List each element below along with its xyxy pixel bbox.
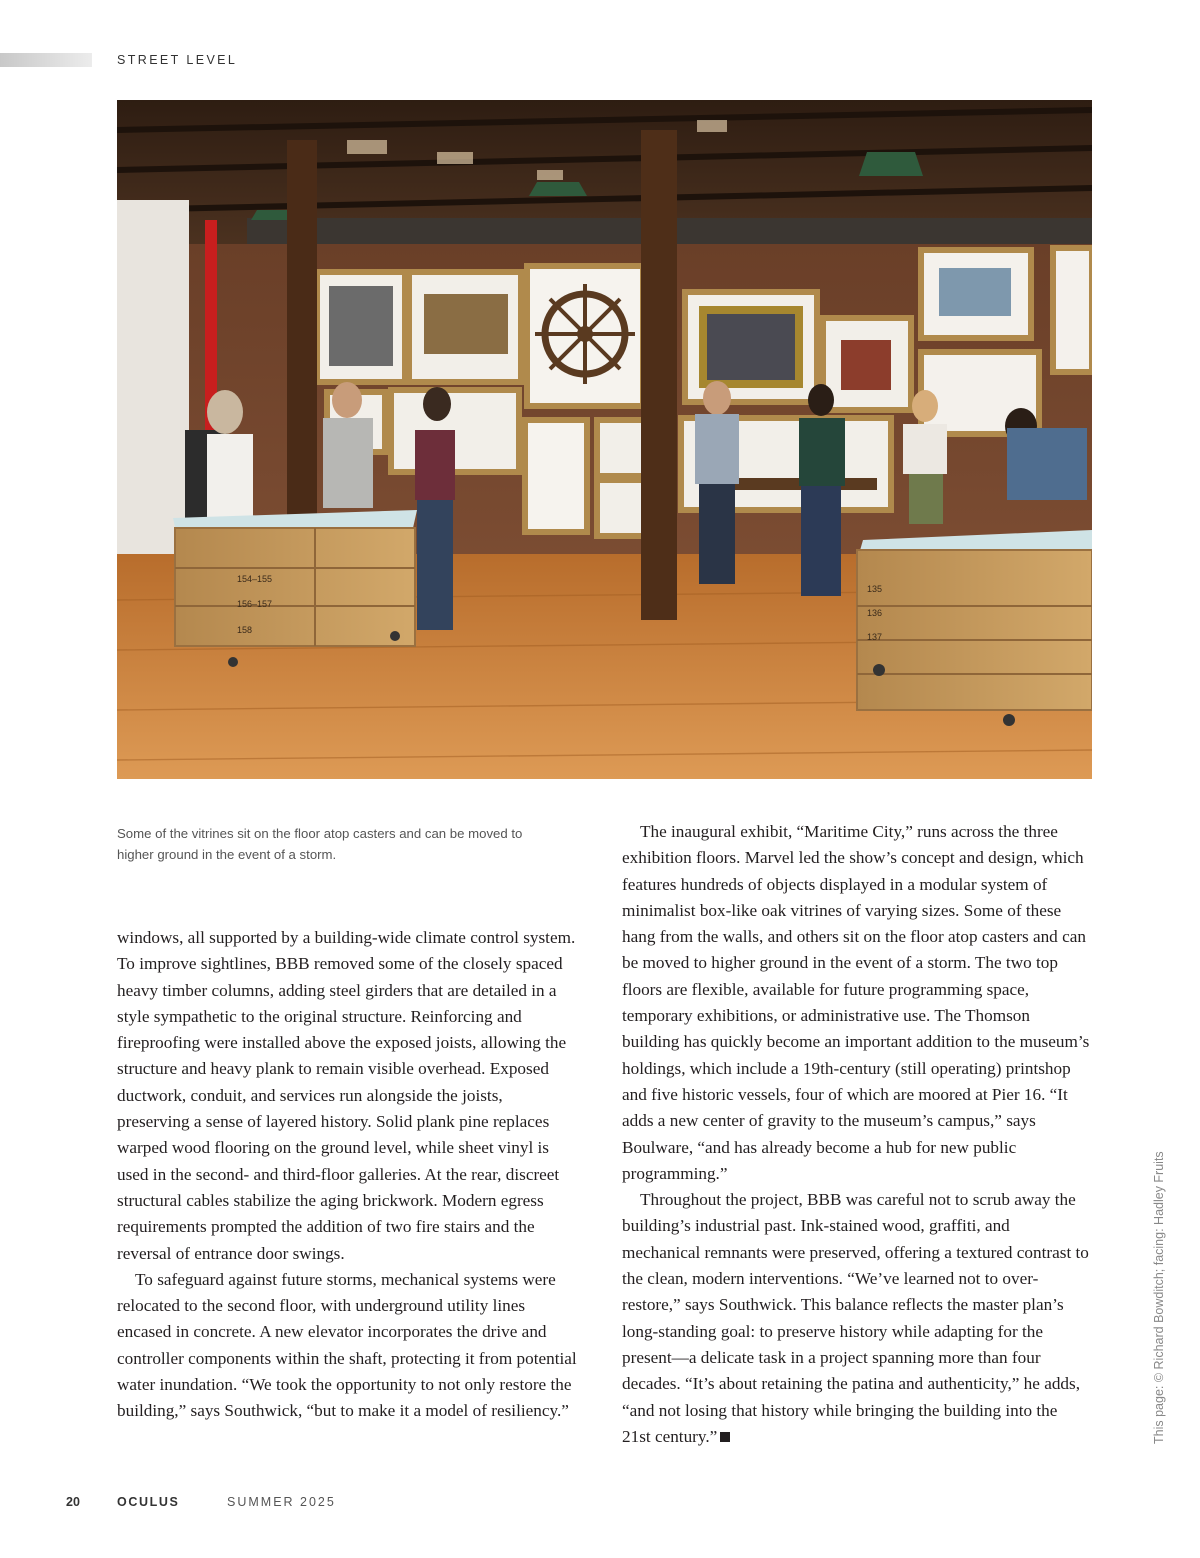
gallery-photo [117,100,1092,779]
drawer-label-left: 156–157 [237,599,273,609]
body-paragraph: Throughout the project, BBB was careful not to scrub away the building’s industrial past. Ink-stained wood, graffiti, and mechanical remnants were preserved, offering a textured contrast to the clean, modern interventions. “We’ve learned not to over-restore,” says Southwick. This balance reflects the master plan’s long-standing goal: to preserve history while adapting for the present—a delicate task in a project spanning more than four decades. “It’s about retaining the patina and authenticity,” he adds, “and not losing that history while bringing the building into the 21st century.” [622,1190,1089,1446]
photo-credit: This page: © Richard Bowditch; facing: Hadley Fruits [1152,1151,1166,1444]
end-mark-icon [720,1432,730,1442]
drawer-label-right: 137 [867,632,883,642]
body-paragraph: windows, all supported by a building-wide climate control system. To improve sightlines, BBB removed some of the closely spaced heavy timber columns, adding steel girders that are detailed in a style sympathetic to the original structure. Reinforcing and fireproofing were installed above the exposed joists, allowing the structure and heavy plank to remain visible overhead. Exposed ductwork, conduit, and services run alongside the joists, preserving a sense of layered history. Solid plank pine replaces warped wood flooring on the ground level, while sheet vinyl is used in the second- and third-floor galleries. At the rear, discreet structural cables stabilize the aging brickwork. Modern egress requirements prompted the addition of two fire stairs and the reversal of entrance door swings. [117,928,576,1263]
issue-date: SUMMER 2025 [227,1495,336,1509]
drawer-label-right: 135 [867,584,883,594]
body-column-left [117,925,579,1425]
section-label: STREET LEVEL [117,53,238,67]
page-number: 20 [66,1495,80,1509]
section-color-bar [0,53,92,67]
body-paragraph: The inaugural exhibit, “Maritime City,” runs across the three exhibition floors. Marvel led the show’s concept and design, which features hundreds of objects displayed in a modular system of minimalist box-like oak vitrines of varying sizes. Some of these hang from the walls, and others sit on the floor atop casters and can be moved to higher ground in the event of a storm. The two top floors are flexible, available for future programming space, temporary exhibitions, or administrative use. The Thomson building has quickly become an important addition to the museum’s holdings, which include a 19th-century (still operating) printshop and five historic vessels, four of which are moored at Pier 16. “It adds a new center of gravity to the museum’s campus,” says Boulware, “and has already become a hub for new public programming.” [622,822,1090,1183]
drawer-label-left: 158 [237,625,253,635]
photo-caption: Some of the vitrines sit on the floor atop casters and can be moved to higher ground in the event of a storm. [117,826,523,862]
body-column-right [622,819,1090,1450]
publication-name: OCULUS [117,1495,180,1509]
drawer-label-left: 154–155 [237,574,273,584]
body-paragraph: To safeguard against future storms, mechanical systems were relocated to the second floor, with underground utility lines encased in concrete. A new elevator incorporates the drive and controller components within the shaft, protecting it from potential water inundation. “We took the opportunity to not only restore the building,” says Southwick, “but to make it a model of resiliency.” [117,1269,577,1421]
drawer-label-right: 136 [867,608,883,618]
